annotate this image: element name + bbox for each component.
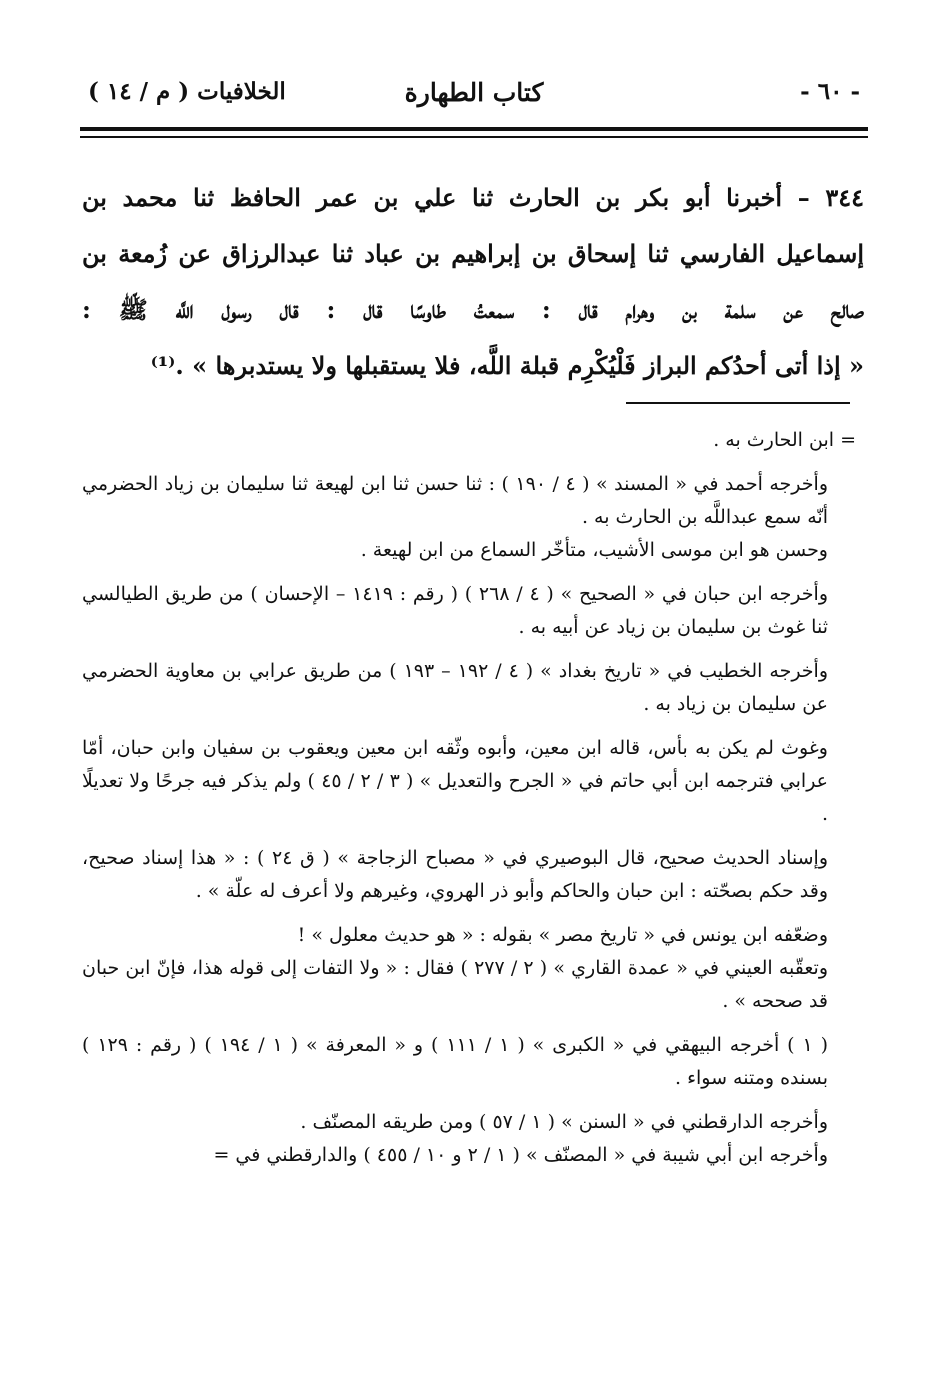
footnote-paragraph: وأخرجه ابن أبي شيبة في « المصنّف » ( ١ / ٢ و ١٠ / ٤٥٥ ) والدارقطني في =: [213, 1144, 828, 1166]
footnote-paragraph: وأخرجه أحمد في « المسند » ( ٤ / ١٩٠ ) : ثنا حسن ثنا ابن لهيعة ثنا سليمان بن زياد الحضرمي أنّه سمع عبداللَّه بن الحارث به .: [82, 473, 828, 528]
footnote-paragraph: = ابن الحارث به .: [713, 429, 856, 451]
section-label: الخلافيات ( م / ١٤ ): [88, 78, 286, 105]
hadith-line: صالح عن سلمة بن وهرام قال : سمعتُ طاوسًا قال : قال رسول اللَّه ﷺ :: [82, 295, 864, 324]
hadith-line: إسماعيل الفارسي ثنا إسحاق بن إبراهيم بن عباد ثنا عبدالرزاق عن زُمعة بن: [82, 239, 864, 268]
footnote-paragraph: وأخرجه الدارقطني في « السنن » ( ١ / ٥٧ ) ومن طريقه المصنّف .: [300, 1111, 828, 1133]
page-number: - ٦٠ -: [800, 78, 860, 105]
footnote-paragraph: وأخرجه ابن حبان في « الصحيح » ( ٤ / ٢٦٨ ) ( رقم : ١٤١٩ – الإحسان ) من طريق الطيالسي ثنا غوث بن سليمان بن زياد عن أبيه به .: [82, 583, 828, 638]
header-rule-thick: [80, 127, 868, 131]
running-header: [88, 78, 860, 118]
footnote-paragraph: وتعقّبه العيني في « عمدة القاري » ( ٢ / ٢٧٧ ) فقال : « ولا التفات إلى قوله هذا، فإنّ ابن حبان قد صححه » .: [82, 957, 828, 1012]
footnote-paragraph: وإسناد الحديث صحيح، قال البوصيري في « مصباح الزجاجة » ( ق ٢٤ ) : « هذا إسناد صحيح، وقد حكم بصحّته : ابن حبان والحاكم وأبو ذر الهروي، وغيرهم ولا أعرف له علّة » .: [82, 847, 828, 902]
hadith-line: ٣٤٤ – أخبرنا أبو بكر بن الحارث ثنا علي بن عمر الحافظ ثنا محمد بن: [82, 183, 864, 212]
footnote-paragraph: وضعّفه ابن يونس في « تاريخ مصر » بقوله : « هو حديث معلول » !: [297, 924, 828, 946]
footnote-paragraph: وغوث لم يكن به بأس، قاله ابن معين، وأبوه وثّقه ابن معين ويعقوب بن سفيان وابن حبان، أمّا عرابي فترجمه ابن أبي حاتم في « الجرح والتعديل » ( ٣ / ٢ / ٤٥ ) ولم يذكر فيه جرحًا ولا تعديلًا .: [82, 737, 829, 825]
footnote-paragraph: وأخرجه الخطيب في « تاريخ بغداد » ( ٤ / ١٩٢ – ١٩٣ ) من طريق عرابي بن معاوية الحضرمي عن سليمان بن زياد به .: [82, 660, 828, 715]
header-rule-thin: [80, 136, 868, 138]
book-title: كتاب الطهارة: [404, 78, 544, 107]
footnote-paragraph: ( ١ ) أخرجه البيهقي في « الكبرى » ( ١ / ١١١ ) و « المعرفة » ( ١ / ١٩٤ ) ( رقم : ١٢٩ ) بسنده ومتنه سواء .: [82, 1034, 829, 1089]
hadith-text: [82, 170, 864, 394]
footnotes: [82, 424, 856, 1172]
hadith-line: « إذا أتى أحدُكم البراز فَلْيُكْرِم قبلة اللَّه، فلا يستقبلها ولا يستدبرها » .⁽¹⁾: [150, 351, 864, 380]
footnote-separator: [626, 402, 850, 404]
footnote-paragraph: وحسن هو ابن موسى الأشيب، متأخّر السماع من ابن لهيعة .: [360, 539, 828, 561]
